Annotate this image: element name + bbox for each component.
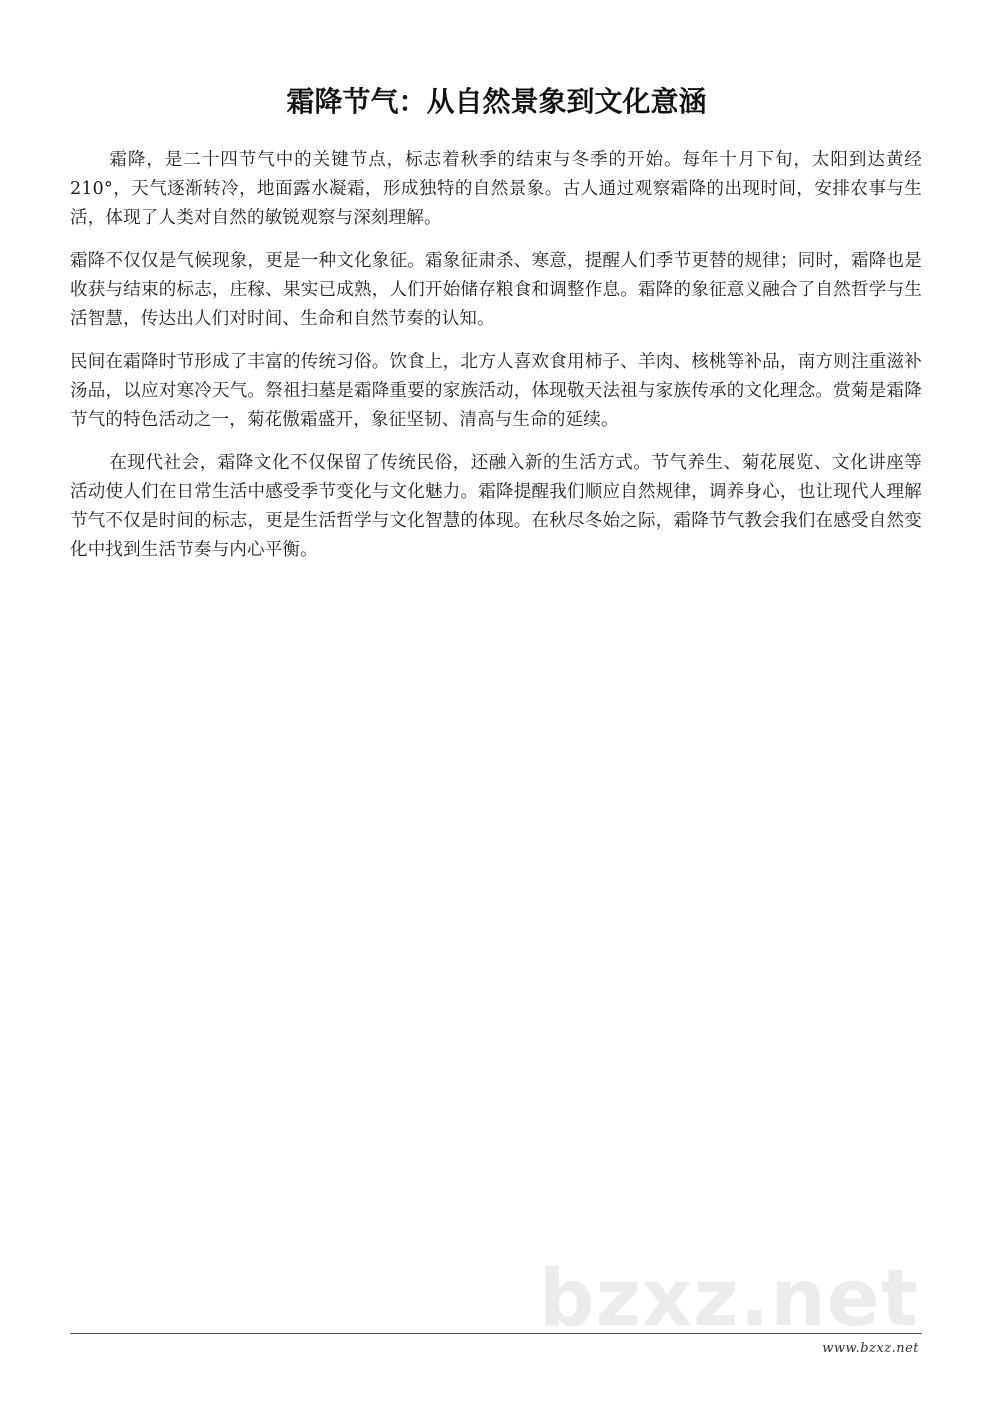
footer-url: www.bzxz.net — [822, 1341, 919, 1356]
paragraph-3: 民间在霜降时节形成了丰富的传统习俗。饮食上，北方人喜欢食用柿子、羊肉、核桃等补品，南方则注重滋补汤品，以应对寒冷天气。祭祖扫墓是霜降重要的家族活动，体现敬天法祖与家族传承的文化理念。赏菊是霜降节气的特色活动之一，菊花傲霜盛开，象征坚韧、清高与生命的延续。 — [70, 352, 922, 430]
site-watermark: bzxz.net — [538, 1254, 919, 1344]
document-title: 霜降节气：从自然景象到文化意涵 — [286, 85, 707, 118]
paragraph-4: 在现代社会，霜降文化不仅保留了传统民俗，还融入新的生活方式。节气养生、菊花展览、文化讲座等活动使人们在日常生活中感受季节变化与文化魅力。霜降提醒我们顺应自然规律，调养身心，也让现代人理解节气不仅是时间的标志，更是生活哲学与文化智慧的体现。在秋尽冬始之际，霜降节气教会我们在感受自然变化中找到生活节奏与内心平衡。 — [70, 453, 922, 560]
paragraph-2: 霜降不仅仅是气候现象，更是一种文化象征。霜象征肃杀、寒意，提醒人们季节更替的规律；同时，霜降也是收获与结束的标志，庄稼、果实已成熟，人们开始储存粮食和调整作息。霜降的象征意义融合了自然哲学与生活智慧，传达出人们对时间、生命和自然节奏的认知。 — [70, 251, 922, 329]
document-body — [70, 146, 922, 579]
paragraph-1: 霜降，是二十四节气中的关键节点，标志着秋季的结束与冬季的开始。每年十月下旬，太阳到达黄经210°，天气逐渐转冷，地面露水凝霜，形成独特的自然景象。古人通过观察霜降的出现时间，安排农事与生活，体现了人类对自然的敏锐观察与深刻理解。 — [70, 150, 922, 228]
footer-divider — [70, 1333, 922, 1334]
